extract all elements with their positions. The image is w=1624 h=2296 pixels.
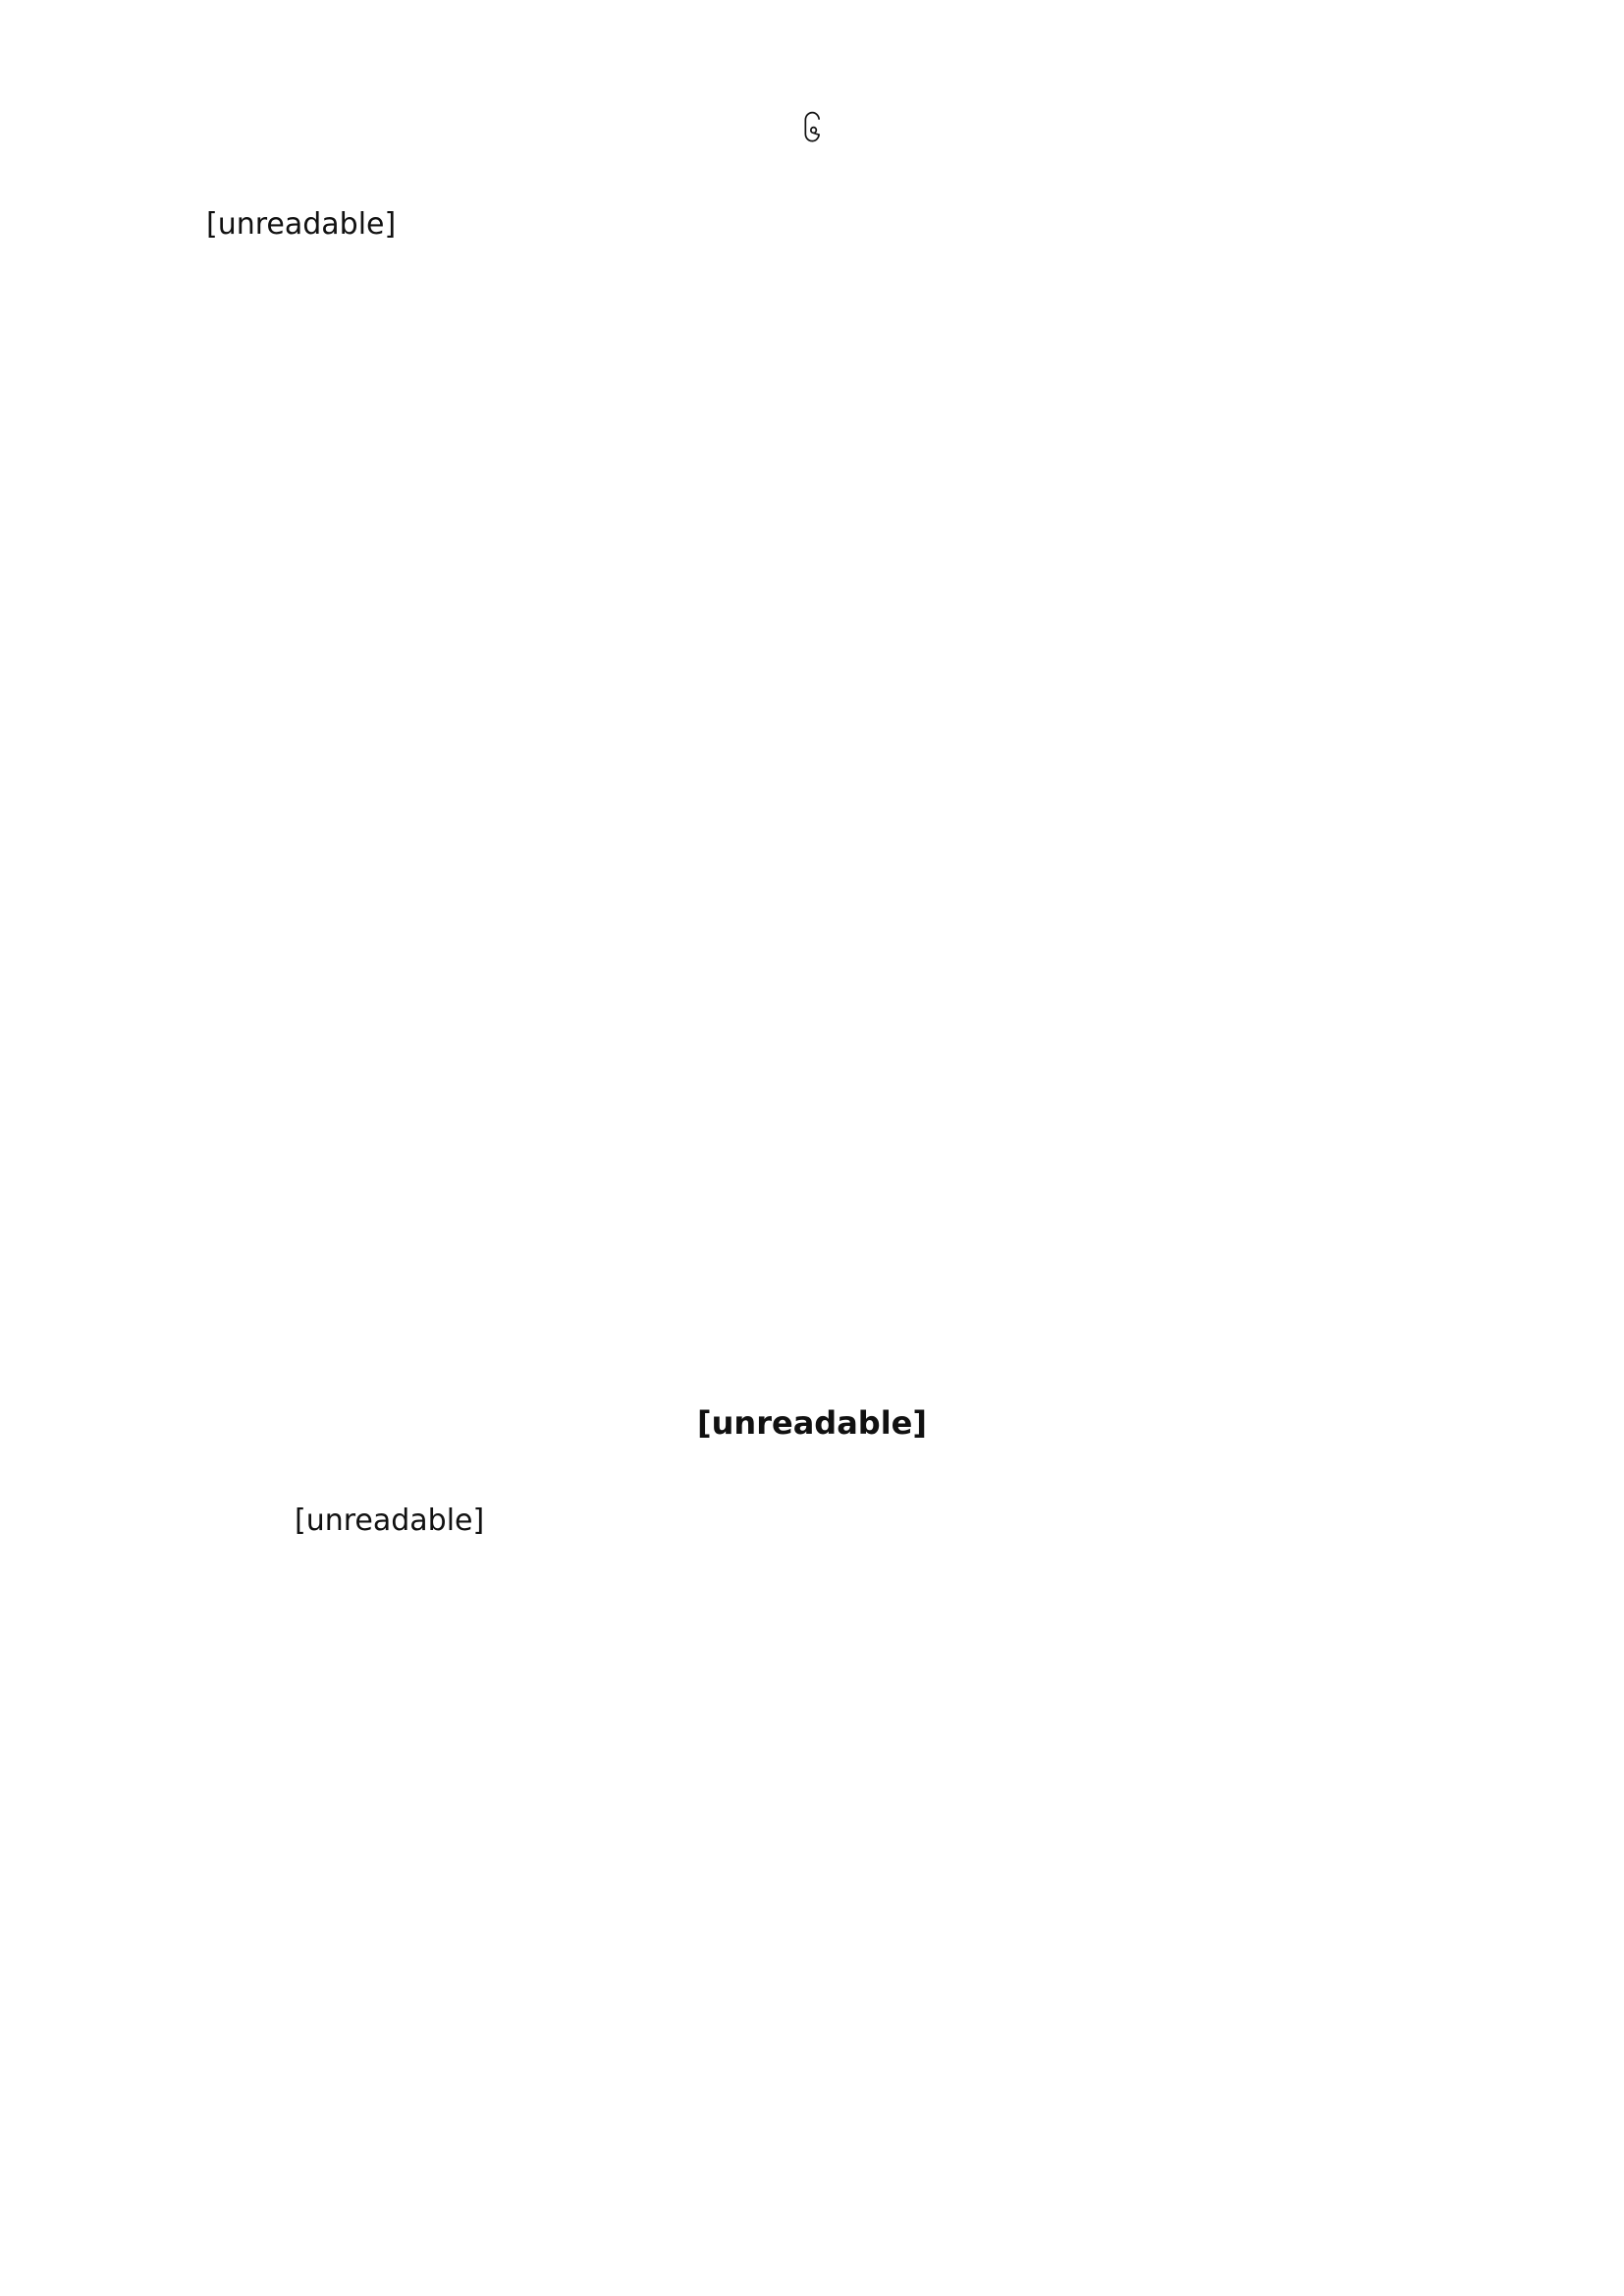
page-number: ၆: [802, 111, 822, 150]
paragraph-2-text: [unreadable]: [295, 1503, 485, 1538]
paragraph-1-text: [unreadable]: [206, 207, 397, 242]
paragraph-2: [206, 1493, 1512, 1549]
paragraph-1: [206, 196, 1512, 252]
section-heading: [unreadable]: [697, 1404, 927, 1442]
